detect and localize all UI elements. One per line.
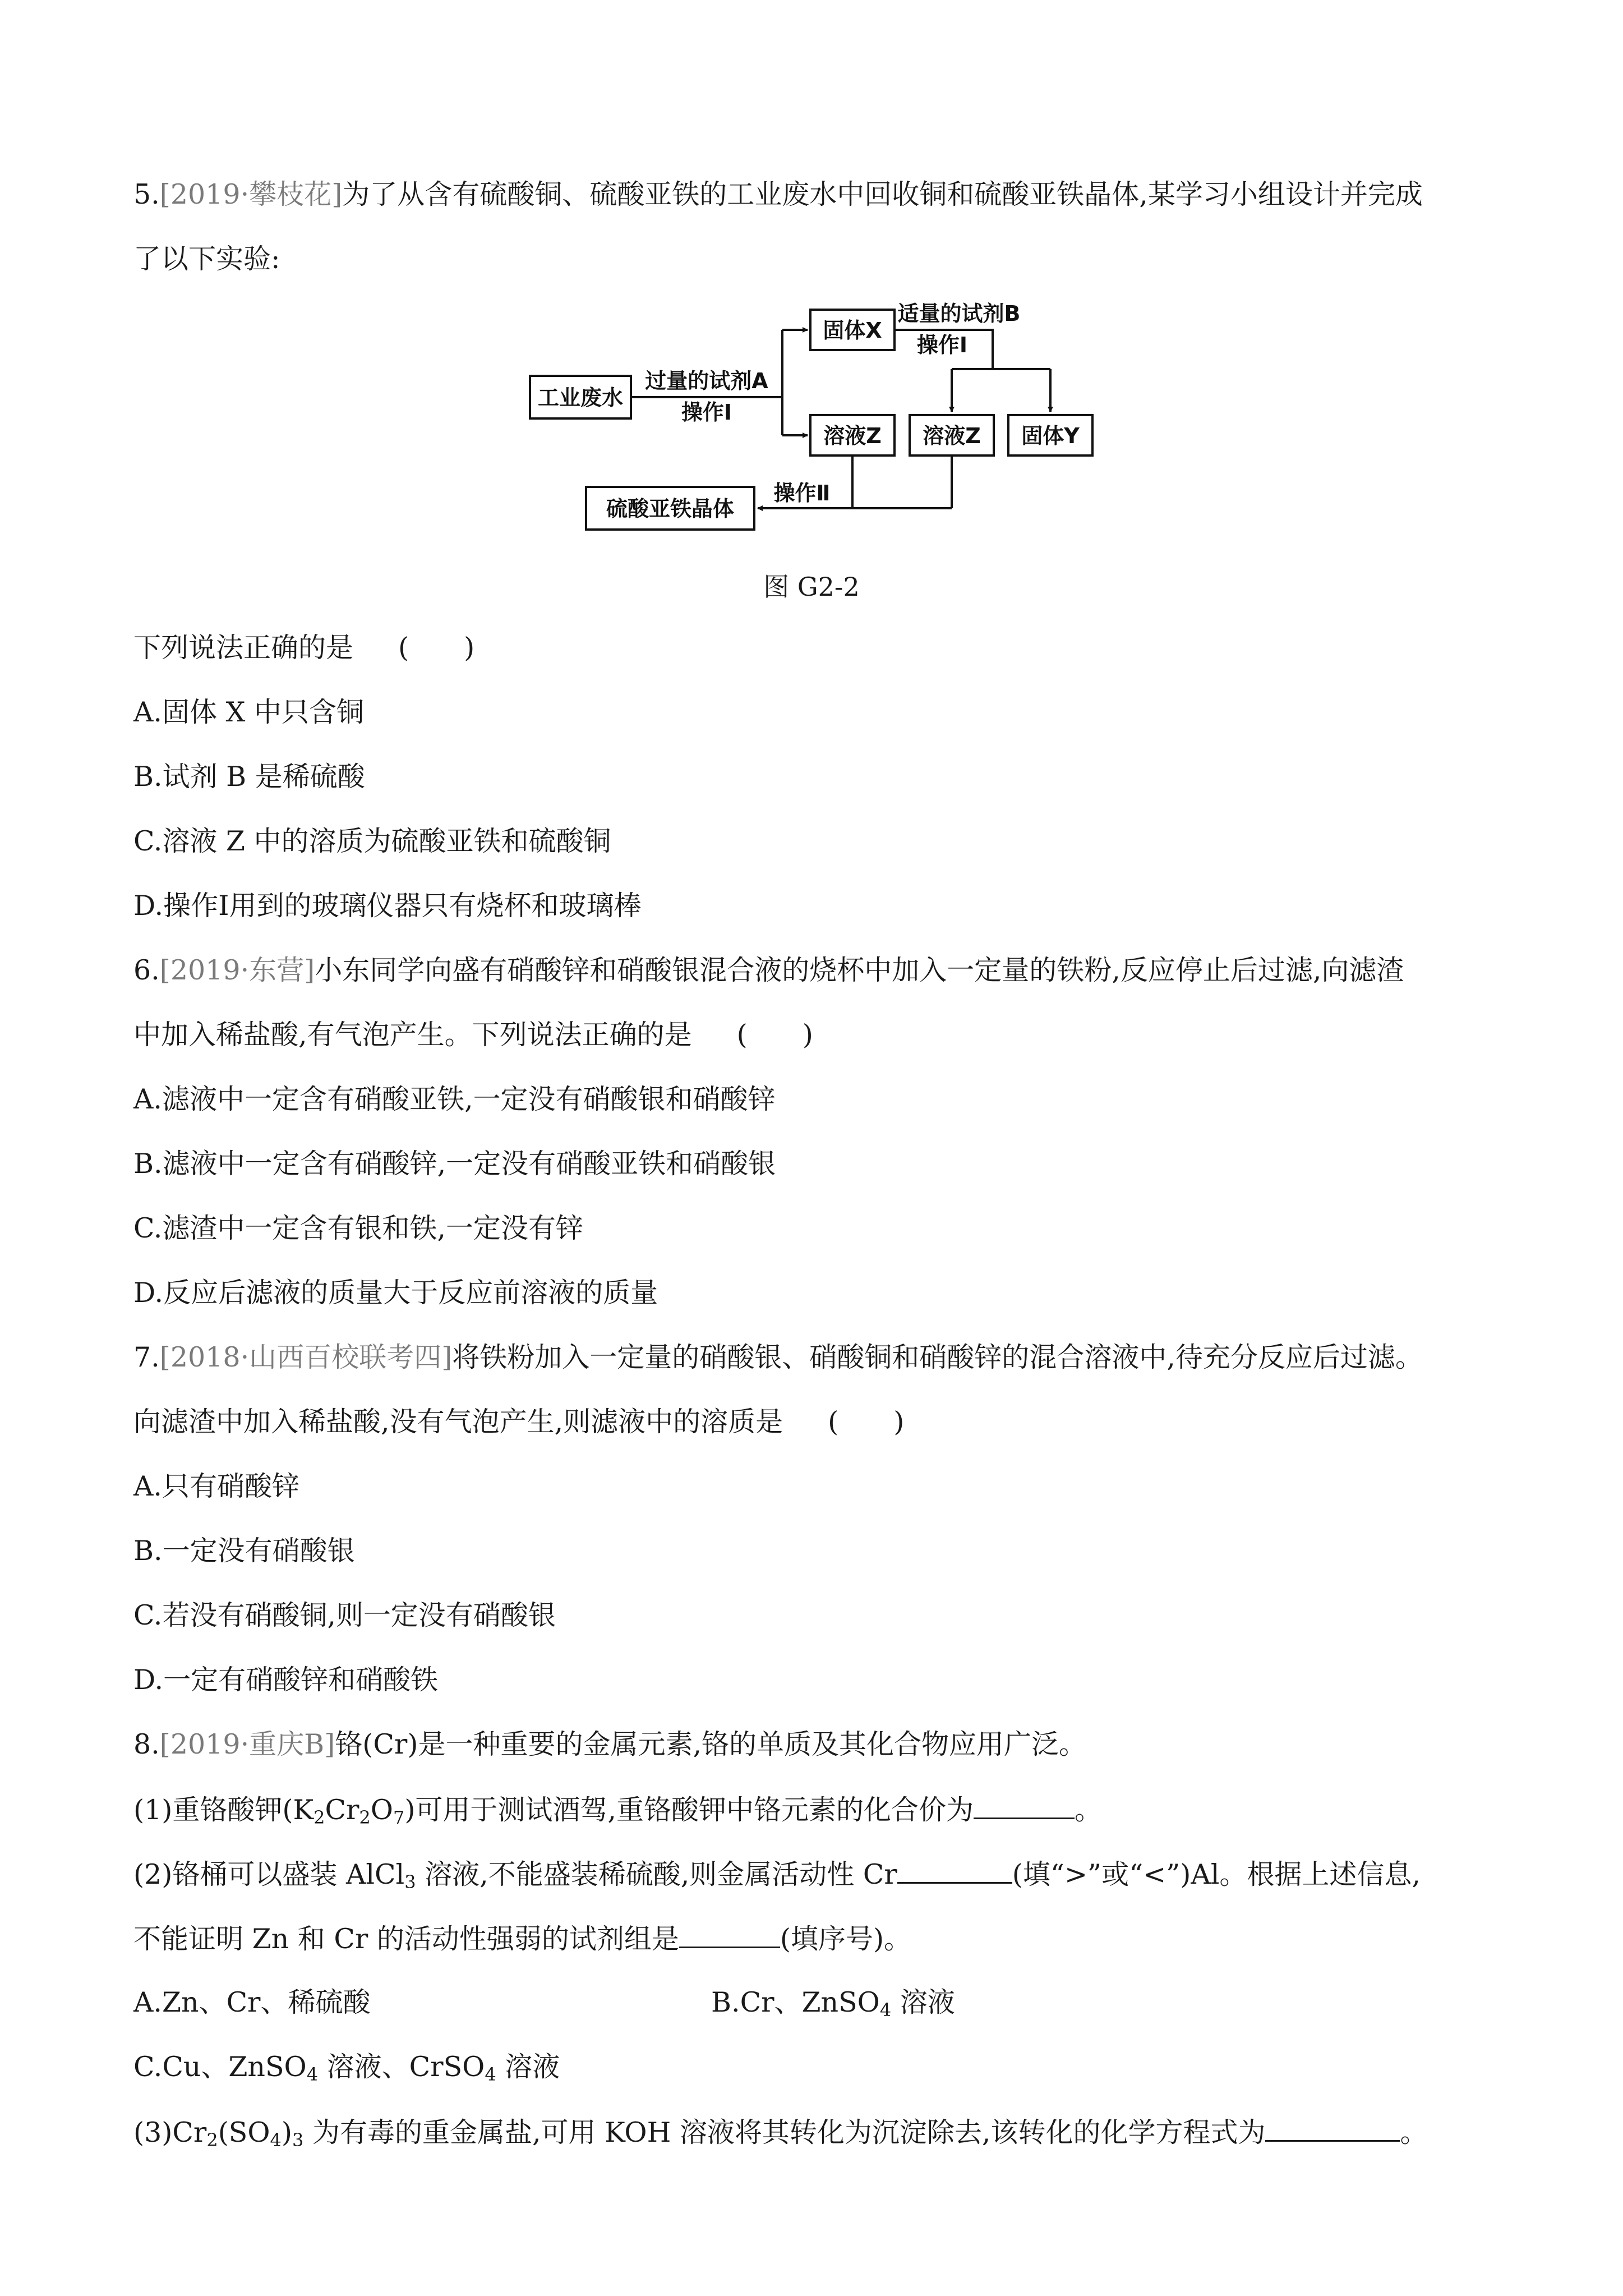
q7-option-d: D.一定有硝酸锌和硝酸铁 xyxy=(133,1664,439,1696)
sub: 4 xyxy=(306,2064,319,2085)
label-solid-x: 固体X xyxy=(823,318,882,343)
sub: 4 xyxy=(879,1999,892,2021)
q7-option-c: C.若没有硝酸铜,则一定没有硝酸银 xyxy=(133,1599,556,1631)
q8-part2b xyxy=(133,1924,911,1953)
q7-stem-text2: 向滤渣中加入稀盐酸,没有气泡产生,则滤液中的溶质是 xyxy=(133,1406,783,1438)
q8-p2b-text: 不能证明 Zn 和 Cr 的活动性强弱的试剂组是 xyxy=(133,1923,679,1955)
sub: 7 xyxy=(393,1807,405,1828)
label-solution-z2: 溶液Z xyxy=(923,424,981,448)
flowchart-diagram xyxy=(522,297,1116,544)
q6-option-a: A.滤液中一定含有硝酸亚铁,一定没有硝酸银和硝酸锌 xyxy=(133,1083,776,1115)
q5-option-a: A.固体 X 中只含铜 xyxy=(133,696,364,728)
answer-blank-2[interactable] xyxy=(897,1860,1012,1884)
q5-stem-line2: 了以下实验: xyxy=(133,243,280,275)
q5-answer-paren: ( ) xyxy=(398,632,475,664)
q5-source: [2019·攀枝花] xyxy=(159,178,343,210)
label-wastewater: 工业废水 xyxy=(537,385,624,410)
q8-p3-text: 。 xyxy=(1400,2116,1428,2148)
q7-option-b: B.一定没有硝酸银 xyxy=(133,1535,355,1567)
q8-p3-text: (3)Cr xyxy=(133,2116,207,2148)
q5-number: 5. xyxy=(133,178,160,210)
q8-optc-text: 溶液、CrSO xyxy=(318,2051,485,2083)
q8-part1 xyxy=(133,1794,1103,1828)
q6-option-b: B.滤液中一定含有硝酸锌,一定没有硝酸亚铁和硝酸银 xyxy=(133,1148,776,1180)
q8-optb-text: 溶液 xyxy=(891,1986,955,2018)
answer-blank-3[interactable] xyxy=(679,1924,780,1948)
q7-stem-text1: 将铁粉加入一定量的硝酸银、硝酸铜和硝酸锌的混合溶液中,待充分反应后过滤。 xyxy=(452,1341,1423,1373)
label-operation-1b: 操作Ⅰ xyxy=(916,333,968,357)
q5-option-c: C.溶液 Z 中的溶质为硫酸亚铁和硫酸铜 xyxy=(133,825,611,857)
sub: 3 xyxy=(292,2129,304,2151)
q6-stem-text2: 中加入稀盐酸,有气泡产生。下列说法正确的是 xyxy=(133,1019,692,1051)
sub: 4 xyxy=(270,2129,282,2151)
q6-option-d: D.反应后滤液的质量大于反应前溶液的质量 xyxy=(133,1277,658,1309)
q6-stem-line1 xyxy=(133,956,1404,984)
q8-p1-text: 。 xyxy=(1075,1794,1103,1826)
q6-answer-paren: ( ) xyxy=(736,1019,813,1051)
q5-option-b: B.试剂 B 是稀硫酸 xyxy=(133,761,365,793)
q7-source: [2018·山西百校联考四] xyxy=(159,1341,453,1373)
q6-source: [2019·东营] xyxy=(159,954,315,986)
q6-option-c: C.滤渣中一定含有银和铁,一定没有锌 xyxy=(133,1212,583,1244)
q8-p3-text: (SO xyxy=(218,2116,270,2148)
q7-answer-paren: ( ) xyxy=(828,1406,905,1438)
q5-stem-line1 xyxy=(133,178,1423,210)
answer-blank-4[interactable] xyxy=(1265,2118,1400,2142)
q8-part2 xyxy=(133,1858,1421,1893)
q8-p1-text: (1)重铬酸钾(K xyxy=(133,1794,314,1826)
q8-p3-text: ) xyxy=(281,2116,293,2148)
q8-p1-text: O xyxy=(370,1794,393,1826)
q8-p2b-text: (填序号)。 xyxy=(780,1923,912,1955)
label-reagent-b: 适量的试剂B xyxy=(897,301,1021,326)
q8-source: [2019·重庆B] xyxy=(159,1728,335,1760)
q6-stem-line2 xyxy=(133,1019,813,1051)
figure-caption: 图 G2-2 xyxy=(763,572,860,602)
q8-p3-text: 为有毒的重金属盐,可用 KOH 溶液将其转化为沉淀除去,该转化的化学方程式为 xyxy=(303,2116,1266,2148)
q8-optb-text: B.Cr、ZnSO xyxy=(711,1986,880,2018)
q8-optc-text: 溶液 xyxy=(496,2051,560,2083)
q6-stem-text1: 小东同学向盛有硝酸锌和硝酸银混合液的烧杯中加入一定量的铁粉,反应停止后过滤,向滤渣 xyxy=(315,954,1404,986)
q5-option-d: D.操作Ⅰ用到的玻璃仪器只有烧杯和玻璃棒 xyxy=(133,890,642,922)
q7-number: 7. xyxy=(133,1341,160,1373)
q7-option-a: A.只有硝酸锌 xyxy=(133,1470,299,1502)
q7-stem-line1 xyxy=(133,1343,1423,1371)
sub: 2 xyxy=(313,1807,325,1828)
sub: 2 xyxy=(359,1807,371,1828)
q5-stem-text1: 为了从含有硫酸铜、硫酸亚铁的工业废水中回收铜和硫酸亚铁晶体,某学习小组设计并完成 xyxy=(342,178,1423,210)
answer-blank-1[interactable] xyxy=(974,1795,1075,1819)
q8-p2-text: (填“>”或“<”)Al。根据上述信息, xyxy=(1012,1858,1421,1890)
q8-p1-text: Cr xyxy=(325,1794,359,1826)
sub: 4 xyxy=(485,2064,496,2085)
q8-option-a: A.Zn、Cr、稀硫酸 xyxy=(133,1986,371,2018)
q8-p1-text: )可用于测试酒驾,重铬酸钾中铬元素的化合价为 xyxy=(404,1794,974,1826)
q8-p2-text: (2)铬桶可以盛装 AlCl xyxy=(133,1858,405,1890)
label-solid-y: 固体Y xyxy=(1021,424,1080,448)
label-solution-z1: 溶液Z xyxy=(823,424,882,448)
label-operation-1a: 操作Ⅰ xyxy=(681,400,732,425)
q5-question xyxy=(133,632,475,664)
sub: 2 xyxy=(206,2129,218,2151)
label-crystal: 硫酸亚铁晶体 xyxy=(606,496,735,521)
label-operation-2: 操作Ⅱ xyxy=(773,481,831,505)
q8-optc-text: C.Cu、ZnSO xyxy=(133,2051,307,2083)
q8-part3 xyxy=(133,2116,1428,2151)
q6-number: 6. xyxy=(133,954,160,986)
label-reagent-a: 过量的试剂A xyxy=(645,369,768,393)
q8-option-b xyxy=(711,1986,955,2021)
q8-stem xyxy=(133,1728,1087,1760)
q7-stem-line2 xyxy=(133,1406,905,1438)
q8-option-c xyxy=(133,2051,560,2085)
q8-p2-text: 溶液,不能盛装稀硫酸,则金属活动性 Cr xyxy=(416,1858,897,1890)
q8-number: 8. xyxy=(133,1728,160,1760)
sub: 3 xyxy=(404,1871,416,1893)
q5-question-text: 下列说法正确的是 xyxy=(133,632,354,664)
q8-stem-text: 铬(Cr)是一种重要的金属元素,铬的单质及其化合物应用广泛。 xyxy=(335,1728,1087,1760)
